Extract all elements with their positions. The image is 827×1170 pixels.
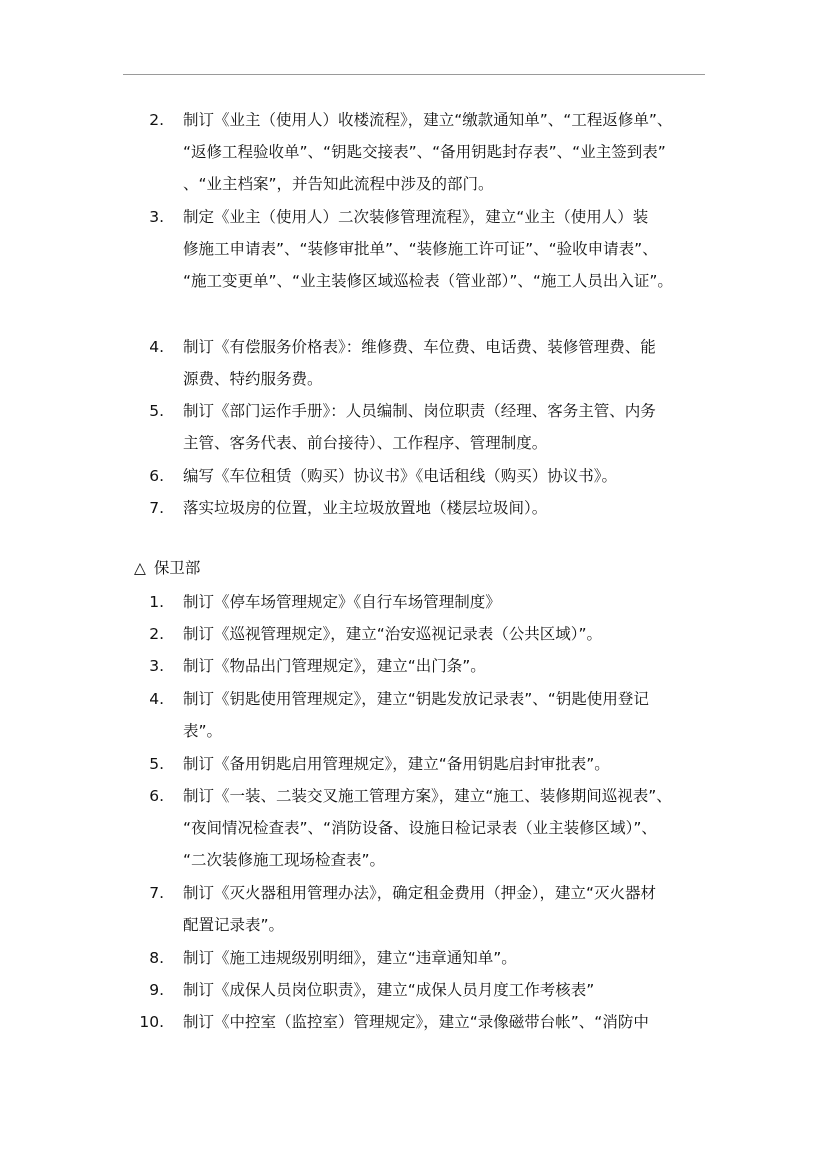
item-text-line: 制订《一装、二装交叉施工管理方案》，建立“施工、装修期间巡视表”、 <box>183 787 672 805</box>
item-number: 5. <box>149 755 164 773</box>
section-heading <box>134 558 200 578</box>
item-text-line: 制订《钥匙使用管理规定》，建立“钥匙发放记录表”、“钥匙使用登记 <box>183 690 649 708</box>
item-text-line: 修施工申请表”、“装修审批单”、“装修施工许可证”、“验收申请表”、 <box>183 240 658 258</box>
item-text-line: 编写《车位租赁（购买）协议书》《电话租线（购买）协议书》。 <box>183 467 618 485</box>
item-text-line: 主管、客务代表、前台接待）、工作程序、管理制度。 <box>183 434 548 452</box>
item-text-line: 制订《成保人员岗位职责》，建立“成保人员月度工作考核表” <box>183 981 595 999</box>
item-text-line: 制订《物品出门管理规定》，建立“出门条”。 <box>183 657 486 675</box>
item-number: 8. <box>149 949 164 967</box>
item-number: 5. <box>149 402 164 420</box>
item-text-line: 、“业主档案”，并告知此流程中涉及的部门。 <box>183 175 494 193</box>
item-text-line: “返修工程验收单”、“钥匙交接表”、“备用钥匙封存表”、“业主签到表” <box>183 143 666 161</box>
item-text-line: 制定《业主（使用人）二次装修管理流程》，建立“业主（使用人）装 <box>183 208 649 226</box>
item-number: 7. <box>149 499 164 517</box>
item-text-line: 落实垃圾房的位置，业主垃圾放置地（楼层垃圾间）。 <box>183 499 548 517</box>
item-text-line: 表”。 <box>183 722 223 740</box>
item-number: 4. <box>149 690 164 708</box>
item-text-line: 制订《施工违规级别明细》，建立“违章通知单”。 <box>183 949 517 967</box>
item-number: 2. <box>149 625 164 643</box>
header-rule <box>123 74 705 75</box>
section-heading-label: 保卫部 <box>153 559 201 577</box>
triangle-icon: △ <box>134 559 146 577</box>
item-text-line: 制订《部门运作手册》：人员编制、岗位职责（经理、客务主管、内务 <box>183 402 656 420</box>
item-text-line: 源费、特约服务费。 <box>183 370 323 388</box>
item-number: 10. <box>139 1013 164 1031</box>
item-text-line: “二次装修施工现场检查表”。 <box>183 851 386 869</box>
item-number: 9. <box>149 981 164 999</box>
item-number: 6. <box>149 787 164 805</box>
item-text-line: “施工变更单”、“业主装修区域巡检表（管业部）”、“施工人员出入证”。 <box>183 272 673 290</box>
item-number: 6. <box>149 467 164 485</box>
item-number: 2. <box>149 111 164 129</box>
item-text-line: 制订《停车场管理规定》《自行车场管理制度》 <box>183 593 501 611</box>
item-text-line: “夜间情况检查表”、“消防设备、设施日检记录表（业主装修区域）”、 <box>183 819 657 837</box>
item-text-line: 制订《灭火器租用管理办法》，确定租金费用（押金），建立“灭火器材 <box>183 884 657 902</box>
item-number: 7. <box>149 884 164 902</box>
item-text-line: 制订《备用钥匙启用管理规定》，建立“备用钥匙启封审批表”。 <box>183 755 610 773</box>
item-number: 3. <box>149 208 164 226</box>
item-number: 3. <box>149 657 164 675</box>
item-number: 1. <box>149 593 164 611</box>
item-number: 4. <box>149 338 164 356</box>
item-text-line: 制订《中控室（监控室）管理规定》，建立“录像磁带台帐”、“消防中 <box>183 1013 649 1031</box>
item-text-line: 制订《业主（使用人）收楼流程》，建立“缴款通知单”、“工程返修单”、 <box>183 111 673 129</box>
item-text-line: 配置记录表”。 <box>183 916 285 934</box>
item-text-line: 制订《巡视管理规定》，建立“治安巡视记录表（公共区域）”。 <box>183 625 603 643</box>
item-text-line: 制订《有偿服务价格表》：维修费、车位费、电话费、装修管理费、能 <box>183 338 656 356</box>
